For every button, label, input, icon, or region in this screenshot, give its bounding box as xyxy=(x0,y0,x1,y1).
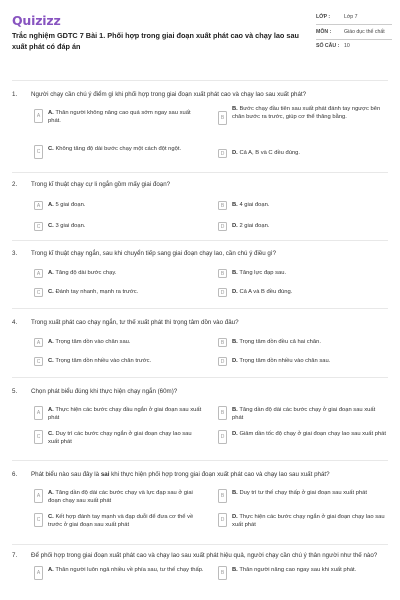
option-text: D. Cả A, B và C đều đúng. xyxy=(232,150,301,156)
option-text: C. Đánh tay nhanh, mạnh ra trước. xyxy=(48,289,139,295)
question-4 xyxy=(12,318,388,378)
option-text: B. Trọng tâm dồn đều cả hai chân. xyxy=(232,339,321,345)
option-text: B. 4 giai đoạn. xyxy=(232,202,270,208)
option-text: B. Thân người nâng cao ngay sau khi xuất phát. xyxy=(232,567,357,573)
option-c[interactable] xyxy=(34,288,204,297)
option-text: D. Thực hiện các bước chạy ngắn ở giai đoạn chạy lao sau xuất phát xyxy=(232,514,385,528)
meta-class-label: LỚP : xyxy=(316,14,331,20)
option-b[interactable] xyxy=(218,269,388,278)
option-text: D. Giảm dần tốc độ chạy ở giai đoạn chạy lao sau xuất phát xyxy=(232,431,386,437)
question-number: 1. xyxy=(12,91,18,98)
option-text: B. Tăng dần độ dài các bước chạy ở giai đoạn sau xuất phát xyxy=(232,407,376,421)
option-d[interactable] xyxy=(218,222,388,231)
option-letter: D xyxy=(218,288,227,297)
option-text: C. Duy trì các bước chạy ngắn ở giai đoạn chạy lao sau xuất phát xyxy=(48,431,192,445)
question-7 xyxy=(12,551,388,586)
meta-class-row xyxy=(316,14,392,21)
option-d[interactable] xyxy=(218,149,388,158)
option-c[interactable] xyxy=(34,222,204,231)
option-letter: D xyxy=(218,513,227,527)
option-letter: C xyxy=(34,222,43,231)
option-text: D. Trọng tâm dồn nhiều vào chân sau. xyxy=(232,358,331,364)
question-divider xyxy=(12,460,388,461)
question-divider xyxy=(12,240,388,241)
option-c[interactable] xyxy=(34,430,204,446)
quizizz-logo: Quizizz xyxy=(12,13,61,28)
option-a[interactable] xyxy=(34,406,204,422)
option-letter: D xyxy=(218,149,227,158)
question-number: 5. xyxy=(12,388,18,395)
question-number: 3. xyxy=(12,250,18,257)
option-b[interactable] xyxy=(218,406,388,422)
option-b[interactable] xyxy=(218,201,388,210)
option-letter: A xyxy=(34,338,43,347)
option-letter: A xyxy=(34,269,43,278)
option-text: A. Tăng độ dài bước chạy. xyxy=(48,270,117,276)
question-number: 4. xyxy=(12,319,18,326)
option-text: A. Thân người không nâng cao quá sớm ngay sau xuất phát. xyxy=(48,110,191,124)
option-a[interactable] xyxy=(34,201,204,210)
option-a[interactable] xyxy=(34,566,204,580)
meta-subject-row xyxy=(316,29,392,36)
option-letter: B xyxy=(218,406,227,420)
question-emphasis: sai xyxy=(100,471,110,478)
option-text: B. Tăng lực đạp sau. xyxy=(232,270,287,276)
option-letter: B xyxy=(218,269,227,278)
option-text: C. Kết hợp đánh tay mạnh và đạp duỗi để đưa cơ thể về trước ở giai đoạn sau xuất phát xyxy=(48,514,194,528)
question-text: Trong xuất phát cao chạy ngắn, tư thế xuất phát thì trọng tâm dồn vào đâu? xyxy=(31,319,239,326)
option-text: C. Không tăng độ dài bước chạy một cách đột ngột. xyxy=(48,146,182,152)
option-c[interactable] xyxy=(34,357,204,366)
question-text: Trong kĩ thuật chạy ngắn, sau khi chuyển tiếp sang giai đoạn chạy lao, cần chú ý điều gì? xyxy=(31,250,277,257)
question-text: Chọn phát biểu đúng khi thực hiện chạy ngắn (60m)? xyxy=(31,388,178,395)
option-d[interactable] xyxy=(218,430,388,444)
option-text: A. 5 giai đoạn. xyxy=(48,202,86,208)
question-2 xyxy=(12,180,388,241)
option-letter: C xyxy=(34,513,43,527)
option-text: C. 3 giai đoạn. xyxy=(48,223,86,229)
question-number: 6. xyxy=(12,471,18,478)
question-text: Người chạy cần chú ý điểm gì khi phối hợp trong giai đoạn xuất phát cao và chạy lao sau xuất phát? xyxy=(31,91,307,98)
option-b[interactable] xyxy=(218,105,388,125)
option-letter: D xyxy=(218,222,227,231)
page-title: Trắc nghiệm GDTC 7 Bài 1. Phối hợp trong giai đoạn xuất phát cao và chạy lao sau xuất phát có đáp án xyxy=(12,31,299,51)
question-text: Để phối hợp trong giai đoạn xuất phát cao và chạy lao sau xuất phát hiệu quả, người chạy cần chú ý thân người như thế nào? xyxy=(31,552,378,559)
option-b[interactable] xyxy=(218,489,388,503)
option-b[interactable] xyxy=(218,566,388,580)
question-1 xyxy=(12,90,388,169)
meta-count-label: SỐ CÂU : xyxy=(316,43,340,50)
option-letter: B xyxy=(218,489,227,503)
option-a[interactable] xyxy=(34,269,204,278)
question-divider xyxy=(12,377,388,378)
question-number: 7. xyxy=(12,552,18,559)
option-b[interactable] xyxy=(218,338,388,347)
meta-class-value: Lớp 7 xyxy=(344,14,358,20)
meta-count-row xyxy=(316,43,392,50)
option-letter: A xyxy=(34,201,43,210)
option-letter: A xyxy=(34,109,43,123)
option-d[interactable] xyxy=(218,288,388,297)
option-letter: C xyxy=(34,430,43,444)
option-text: D. Cả A và B đều đúng. xyxy=(232,289,293,295)
option-text: A. Thực hiện các bước chạy đầu ngắn ở giai đoạn sau xuất phát xyxy=(48,407,202,421)
option-a[interactable] xyxy=(34,109,204,125)
option-a[interactable] xyxy=(34,338,204,347)
option-c[interactable] xyxy=(34,513,204,529)
option-text: A. Thân người luôn ngả nhiều về phía sau, tư thế chạy thấp. xyxy=(48,567,204,573)
meta-subject-value: Giáo dục thể chất xyxy=(344,28,385,35)
option-letter: D xyxy=(218,357,227,366)
option-letter: B xyxy=(218,338,227,347)
meta-count-value: 10 xyxy=(344,43,350,50)
question-5 xyxy=(12,387,388,456)
option-text: B. Bước chạy đầu tiên sau xuất phát đánh tay ngược bên chân bước ra trước, giúp cơ thể thăng bằng. xyxy=(232,106,381,120)
option-text: A. Trọng tâm dồn vào chân sau. xyxy=(48,339,131,345)
option-letter: B xyxy=(218,566,227,580)
meta-divider xyxy=(316,24,392,25)
option-letter: C xyxy=(34,357,43,366)
question-divider xyxy=(12,544,388,545)
option-text: B. Duy trì tư thế chạy thấp ở giai đoạn sau xuất phát xyxy=(232,490,367,496)
option-letter: D xyxy=(218,430,227,444)
question-text: Trong kĩ thuật chạy cự li ngắn gồm mấy giai đoạn? xyxy=(31,181,171,188)
header-divider xyxy=(12,80,388,81)
option-letter: C xyxy=(34,288,43,297)
option-text: C. Trọng tâm dồn nhiều vào chân trước. xyxy=(48,358,152,364)
option-text: D. 2 giai đoạn. xyxy=(232,223,270,229)
option-letter: B xyxy=(218,201,227,210)
question-number: 2. xyxy=(12,181,18,188)
meta-panel xyxy=(316,14,392,50)
option-d[interactable] xyxy=(218,513,388,529)
meta-subject-label: MÔN : xyxy=(316,28,332,35)
option-d[interactable] xyxy=(218,357,388,366)
question-divider xyxy=(12,172,388,173)
option-text: A. Tăng dần độ dài các bước chạy và lực đạp sau ở giai đoạn chạy sau xuất phát xyxy=(48,490,193,504)
option-a[interactable] xyxy=(34,489,204,505)
option-letter: B xyxy=(218,111,227,125)
question-text: Phát biểu nào sau đây là sai khi thực hiện phối hợp trong giai đoạn xuất phát cao và chạy lao sau xuất phát? xyxy=(31,471,330,478)
option-c[interactable] xyxy=(34,145,204,159)
question-3 xyxy=(12,249,388,309)
question-6 xyxy=(12,470,388,539)
option-letter: A xyxy=(34,406,43,420)
option-letter: C xyxy=(34,145,43,159)
option-letter: A xyxy=(34,566,43,580)
option-letter: A xyxy=(34,489,43,503)
question-divider xyxy=(12,308,388,309)
meta-divider xyxy=(316,39,392,40)
